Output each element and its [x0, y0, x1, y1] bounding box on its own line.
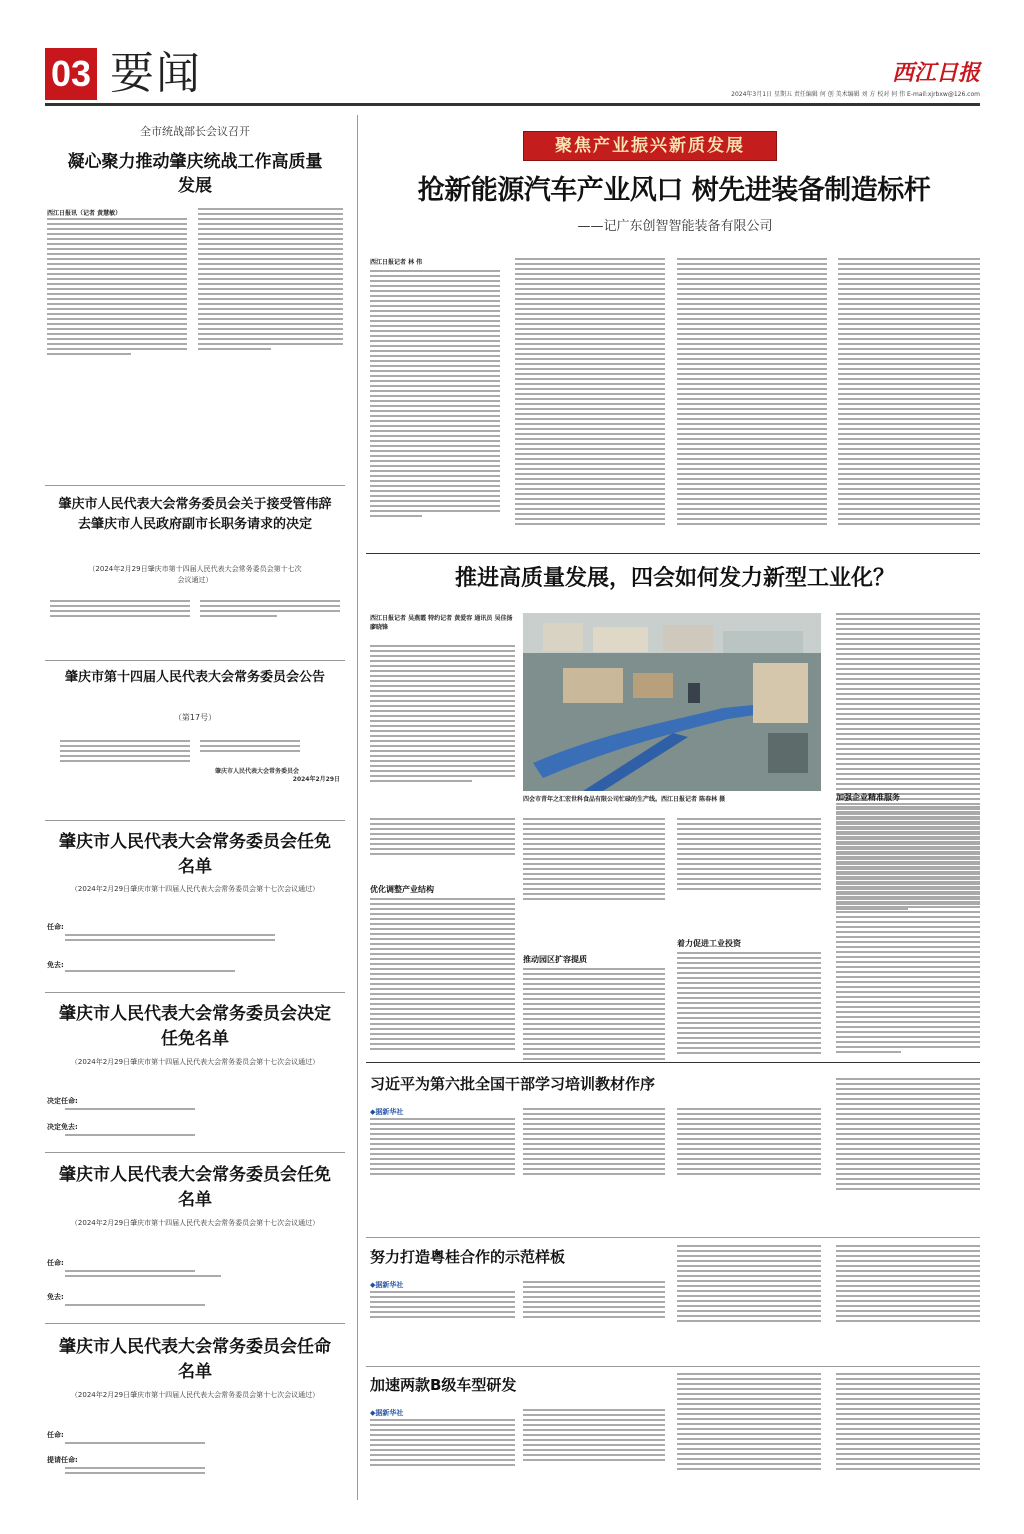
brief3-headline: 加速两款B级车型研发 [370, 1376, 517, 1394]
divider [45, 1323, 345, 1324]
story1-byline: 西江日报讯（记者 黄慧敏） [47, 210, 122, 217]
story4-label-appoint: 任命: [47, 923, 64, 931]
story6-list-appoint [65, 1270, 195, 1280]
story3-headline: 肇庆市第十四届人民代表大会常务委员会公告 [64, 670, 325, 685]
lead-body-col1 [370, 270, 500, 520]
story7-subtitle: （2024年2月29日肇庆市第十四届人民代表大会常务委员会第十七次会议通过） [70, 1391, 320, 1399]
page-number: 03 [50, 53, 92, 94]
brief2-body-col1 [370, 1291, 515, 1321]
lead-body-col4 [838, 258, 980, 528]
story5-subtitle: （2024年2月29日肇庆市第十四届人民代表大会常务委员会第十七次会议通过） [70, 1058, 320, 1066]
story4-subtitle: （2024年2月29日肇庆市第十四届人民代表大会常务委员会第十七次会议通过） [70, 885, 320, 893]
second-body-col3b [677, 952, 821, 1057]
divider [45, 1152, 345, 1153]
divider [45, 992, 345, 993]
second-subhead-3: 着力促进工业投资 [677, 939, 741, 948]
story5-label-appoint: 决定任命: [47, 1097, 78, 1105]
brief3-source: ◆据新华社 [370, 1409, 404, 1417]
divider [366, 553, 980, 554]
brief1-source: ◆据新华社 [370, 1108, 404, 1116]
brief3-body-col3 [677, 1373, 821, 1473]
story5-label-remove: 决定免去: [47, 1123, 78, 1131]
section-title: 要闻 [110, 48, 202, 99]
second-body-col3 [677, 818, 821, 893]
brief3-body-col4 [836, 1373, 980, 1473]
factory-illustration [523, 613, 821, 791]
divider [366, 1062, 980, 1063]
second-subhead-1: 优化调整产业结构 [370, 885, 434, 894]
story2-headline: 肇庆市人民代表大会常务委员会关于接受管伟辞去肇庆市人民政府副市长职务请求的决定 [58, 497, 332, 532]
story5-list-remove [65, 1134, 195, 1139]
lead-body-col2 [515, 258, 665, 528]
brief2-headline: 努力打造粤桂合作的示范样板 [370, 1248, 566, 1266]
column-divider [357, 115, 358, 1500]
divider [45, 660, 345, 661]
brief2-body-col4 [836, 1245, 980, 1325]
story7-label-appoint: 任命: [47, 1431, 64, 1439]
story3-signature: 肇庆市人民代表大会常务委员会 [215, 768, 300, 775]
story2-subtitle: （2024年2月29日肇庆市第十四届人民代表大会常务委员会第十七次会议通过） [88, 565, 302, 584]
photo-caption: 四会市青年之汇宏世科食品有限公司忙碌的生产线。西江日报记者 陈春林 摄 [523, 796, 726, 803]
divider [45, 485, 345, 486]
story7-label-promote: 提请任命: [47, 1456, 78, 1464]
story4-headline: 肇庆市人民代表大会常务委员会任免名单 [59, 832, 331, 877]
brief1-body-col3 [677, 1108, 821, 1178]
second-intro-col [370, 645, 515, 785]
story1-kicker: 全市统战部长会议召开 [140, 125, 250, 138]
story6-headline: 肇庆市人民代表大会常务委员会任免名单 [59, 1165, 331, 1210]
story7-list-promote [65, 1467, 205, 1477]
second-body-col2b [523, 968, 665, 1063]
masthead-logo: 西江日报 [891, 60, 980, 86]
masthead-rule [45, 103, 980, 106]
story1-body-left [47, 218, 187, 358]
second-subhead-2: 推动园区扩容提质 [523, 955, 587, 964]
brief1-body-col2 [523, 1108, 665, 1178]
story6-label-remove: 免去: [47, 1293, 64, 1301]
lead-byline: 西江日报记者 林 伟 [370, 259, 423, 266]
page-number-badge [45, 48, 97, 100]
second-body-col1 [370, 818, 515, 858]
story6-subtitle: （2024年2月29日肇庆市第十四届人民代表大会常务委员会第十七次会议通过） [70, 1219, 320, 1227]
story7-headline: 肇庆市人民代表大会常务委员会任命名单 [59, 1337, 331, 1382]
second-byline: 西江日报记者 吴燕霞 特约记者 黄爱容 通讯员 吴佳扬 廖晓锋 [370, 615, 513, 631]
brief2-body-col2 [523, 1281, 665, 1321]
lead-body-col3 [677, 258, 827, 528]
second-body-col1b [370, 898, 515, 1053]
second-body-col2 [523, 818, 665, 903]
divider [366, 1237, 980, 1238]
factory-photo [523, 613, 821, 791]
story2-body-right [200, 600, 340, 620]
story1-body-right [198, 208, 343, 353]
lead-headline: 抢新能源汽车产业风口 树先进装备制造标杆 [417, 175, 931, 206]
brief1-body-col4 [836, 1078, 980, 1193]
story3-body-right [200, 740, 300, 755]
lead-subheadline: ——记广东创智智能装备有限公司 [577, 219, 773, 234]
story3-body-left [60, 740, 190, 765]
section-banner [523, 131, 777, 161]
story7-list-appoint [65, 1442, 205, 1447]
story2-body-left [50, 600, 190, 620]
story4-label-remove: 免去: [47, 961, 64, 969]
story4-list-appoint [65, 934, 275, 944]
brief1-headline: 习近平为第六批全国干部学习培训教材作序 [370, 1075, 656, 1093]
story5-headline: 肇庆市人民代表大会常务委员会决定任免名单 [59, 1004, 331, 1049]
masthead-info: 2024年3月1日 星期五 责任编辑 何 创 美术编辑 刘 方 校对 何 伟 E-mail:xjrbxw@126.com [731, 91, 980, 98]
story6-list-remove [65, 1304, 205, 1309]
brief2-source: ◆据新华社 [370, 1281, 404, 1289]
second-headline: 推进高质量发展，四会如何发力新型工业化？ [454, 566, 895, 591]
second-body-col4b [836, 806, 980, 1056]
brief2-body-col3 [677, 1245, 821, 1325]
story5-list-appoint [65, 1108, 195, 1113]
story4-list-remove [65, 970, 235, 975]
story3-subtitle: （第17号） [173, 713, 217, 722]
story1-headline: 凝心聚力推动肇庆统战工作高质量发展 [67, 152, 323, 196]
section-banner-text: 聚焦产业振兴新质发展 [555, 136, 745, 156]
brief3-body-col1 [370, 1419, 515, 1469]
brief1-body-col1 [370, 1118, 515, 1178]
divider [366, 1366, 980, 1367]
brief3-body-col2 [523, 1409, 665, 1464]
divider [45, 820, 345, 821]
second-subhead-4: 加强企业精准服务 [836, 793, 900, 802]
story3-date: 2024年2月29日 [292, 776, 340, 783]
story6-label-appoint: 任命: [47, 1259, 64, 1267]
